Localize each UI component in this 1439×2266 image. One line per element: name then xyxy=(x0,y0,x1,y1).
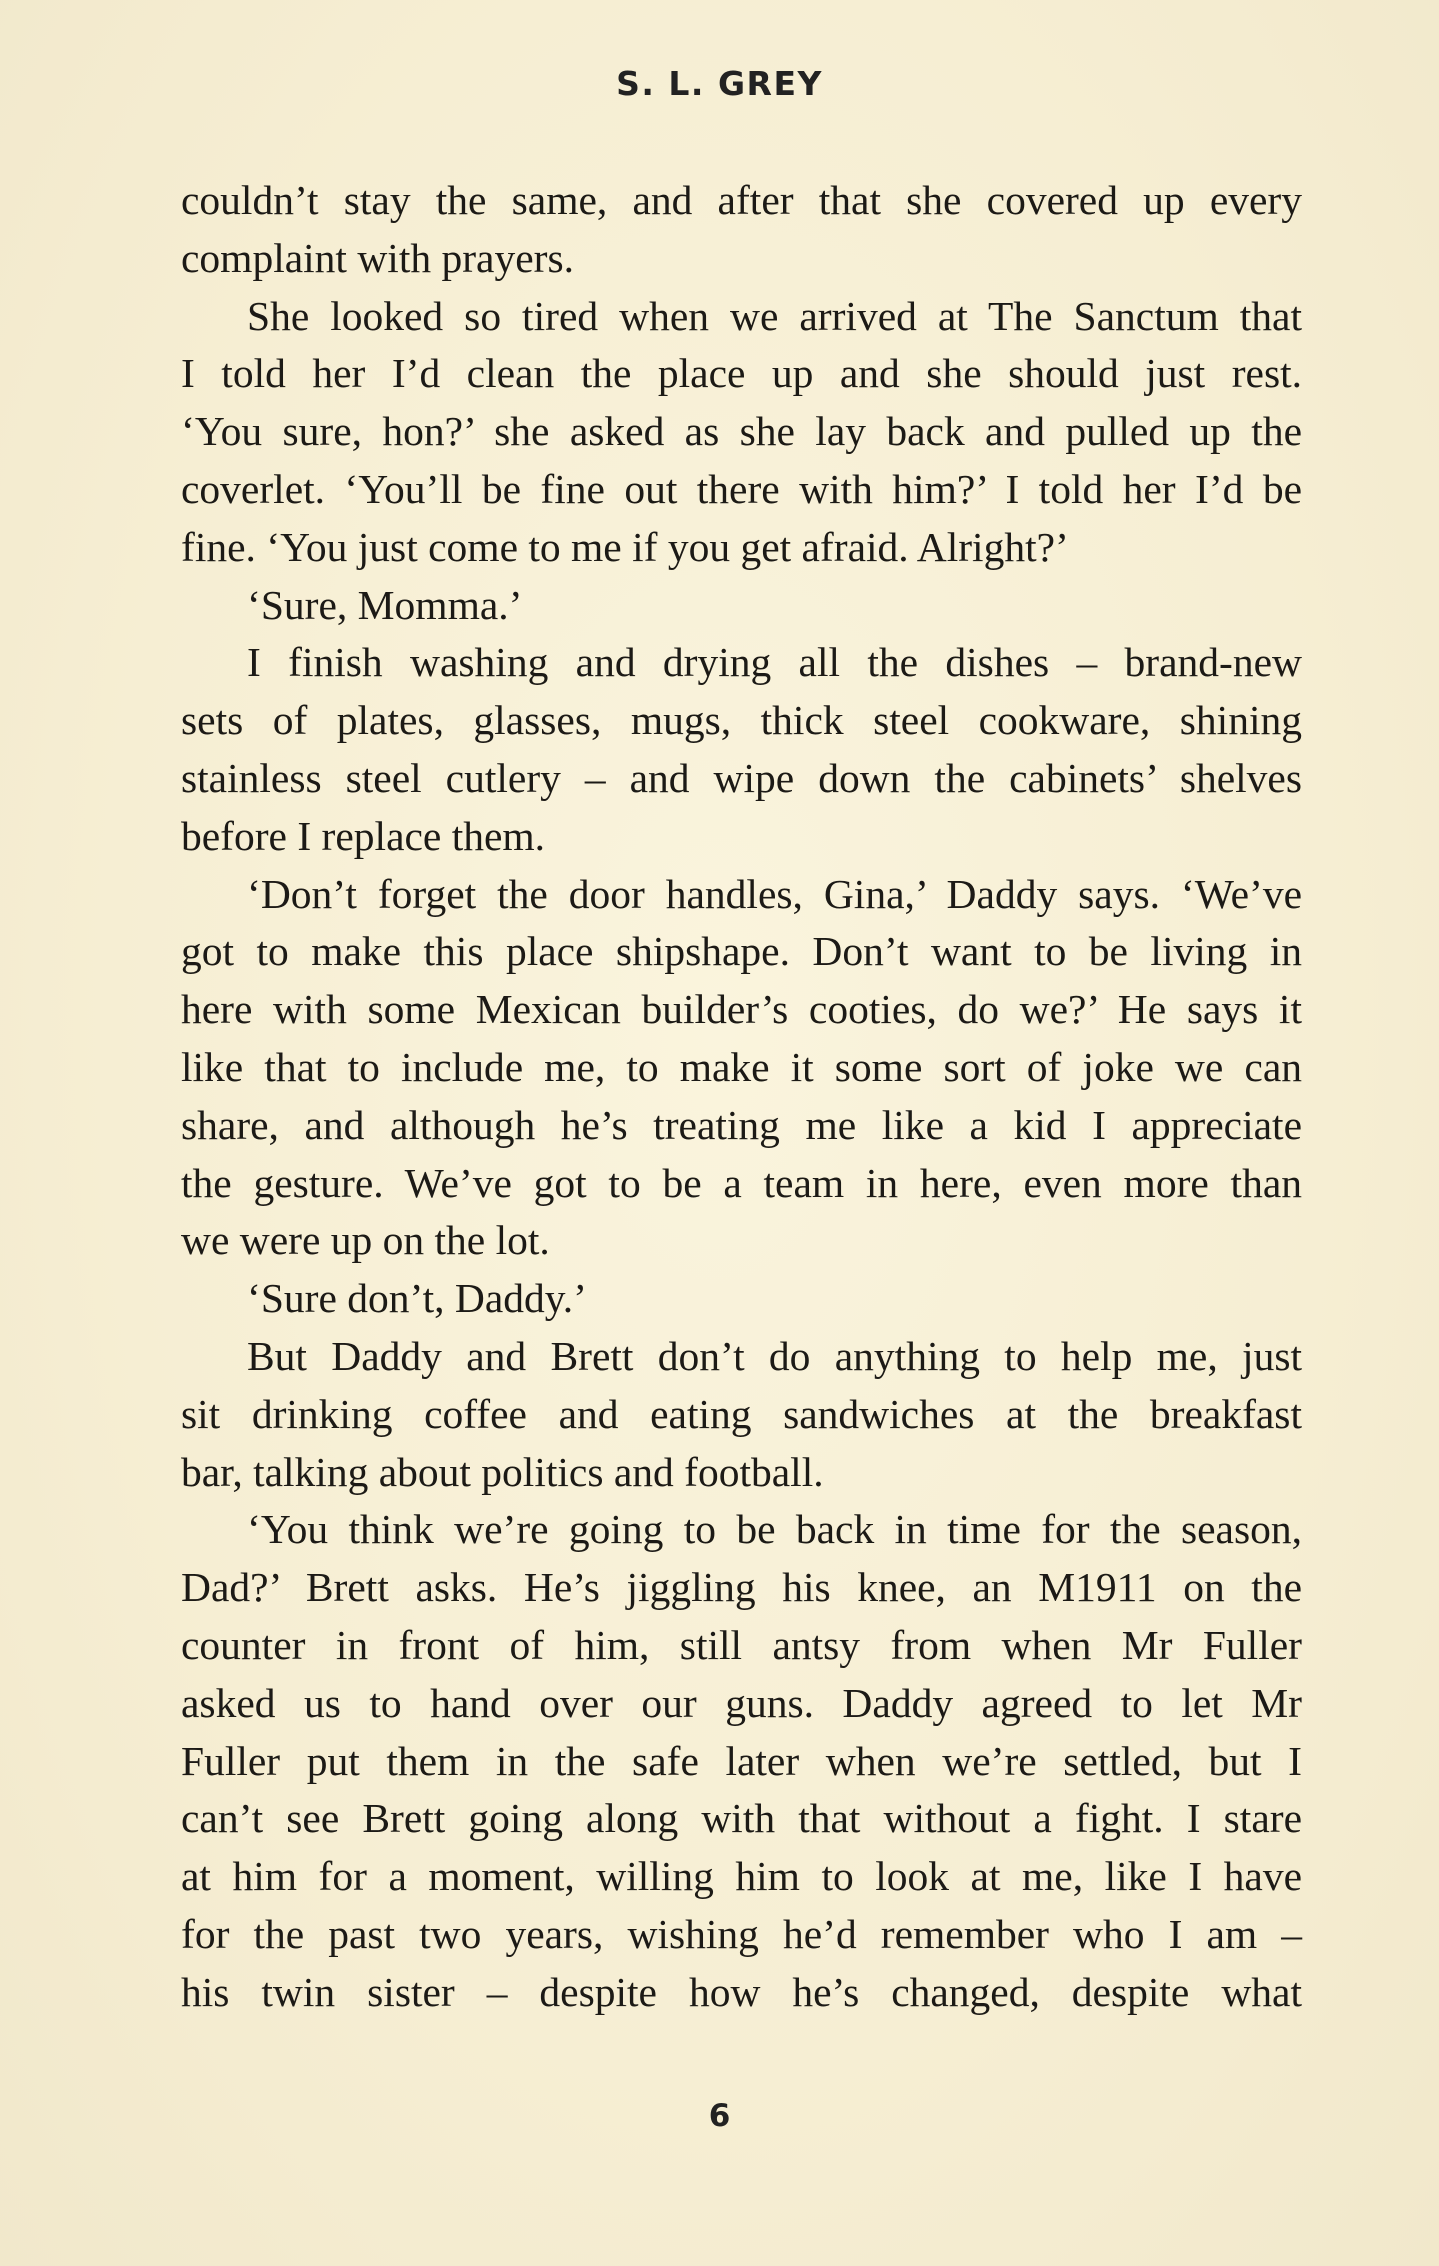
text-line: stainless steel cutlery – and wipe down the cabinets’ shelves xyxy=(181,754,1302,801)
text-line: for the past two years, wishing he’d remember who I am – xyxy=(181,1910,1302,1957)
paragraph xyxy=(181,577,1302,635)
running-head-author: S. L. GREY xyxy=(616,64,823,103)
text-line: sets of plates, glasses, mugs, thick steel cookware, shining xyxy=(181,697,1302,744)
text-line: coverlet. ‘You’ll be fine out there with him?’ I told her I’d be xyxy=(181,465,1302,512)
text-line: ‘Sure don’t, Daddy.’ xyxy=(247,1275,588,1322)
text-line: counter in front of him, still antsy from when Mr Fuller xyxy=(181,1621,1302,1668)
body-text xyxy=(181,172,1302,2022)
paragraph xyxy=(181,634,1302,865)
text-line: I finish washing and drying all the dishes – brand-new xyxy=(247,639,1302,686)
text-line: ‘Sure, Momma.’ xyxy=(247,581,523,628)
text-line: share, and although he’s treating me like a kid I appreciate xyxy=(181,1101,1302,1148)
text-line: But Daddy and Brett don’t do anything to help me, just xyxy=(247,1332,1302,1379)
paragraph xyxy=(181,288,1302,577)
text-line: sit drinking coffee and eating sandwiches at the breakfast xyxy=(181,1390,1302,1437)
text-line: before I replace them. xyxy=(181,812,546,859)
text-line: couldn’t stay the same, and after that she covered up every xyxy=(181,177,1302,223)
text-line: Dad?’ Brett asks. He’s jiggling his knee, an M1911 on the xyxy=(181,1564,1302,1611)
text-line: I told her I’d clean the place up and she should just rest. xyxy=(181,350,1302,397)
text-line: we were up on the lot. xyxy=(181,1217,550,1264)
page-number: 6 xyxy=(708,2098,731,2134)
text-line: like that to include me, to make it some sort of joke we can xyxy=(181,1043,1302,1090)
text-line: his twin sister – despite how he’s changed, despite what xyxy=(181,1968,1302,2015)
text-line: complaint with prayers. xyxy=(181,234,574,281)
text-line: asked us to hand over our guns. Daddy agreed to let Mr xyxy=(181,1679,1302,1726)
text-line: ‘You think we’re going to be back in time for the season, xyxy=(247,1506,1302,1553)
text-line: Fuller put them in the safe later when we’re settled, but I xyxy=(181,1737,1302,1784)
paragraph xyxy=(181,172,1302,288)
text-line: ‘Don’t forget the door handles, Gina,’ Daddy says. ‘We’ve xyxy=(247,870,1302,917)
text-line: got to make this place shipshape. Don’t want to be living in xyxy=(181,928,1302,975)
text-line: bar, talking about politics and football. xyxy=(181,1448,824,1495)
paragraph xyxy=(181,1328,1302,1501)
paragraph xyxy=(181,1501,1302,2021)
text-line: fine. ‘You just come to me if you get afraid. Alright?’ xyxy=(181,523,1069,570)
text-line: ‘You sure, hon?’ she asked as she lay back and pulled up the xyxy=(181,408,1302,455)
text-line: the gesture. We’ve got to be a team in here, even more than xyxy=(181,1159,1302,1206)
paragraph xyxy=(181,866,1302,1271)
text-line: can’t see Brett going along with that without a fight. I stare xyxy=(181,1795,1302,1842)
paragraph xyxy=(181,1270,1302,1328)
text-line: here with some Mexican builder’s cooties, do we?’ He says it xyxy=(181,986,1302,1033)
text-line: at him for a moment, willing him to look at me, like I have xyxy=(181,1853,1302,1900)
text-line: She looked so tired when we arrived at The Sanctum that xyxy=(247,292,1302,339)
